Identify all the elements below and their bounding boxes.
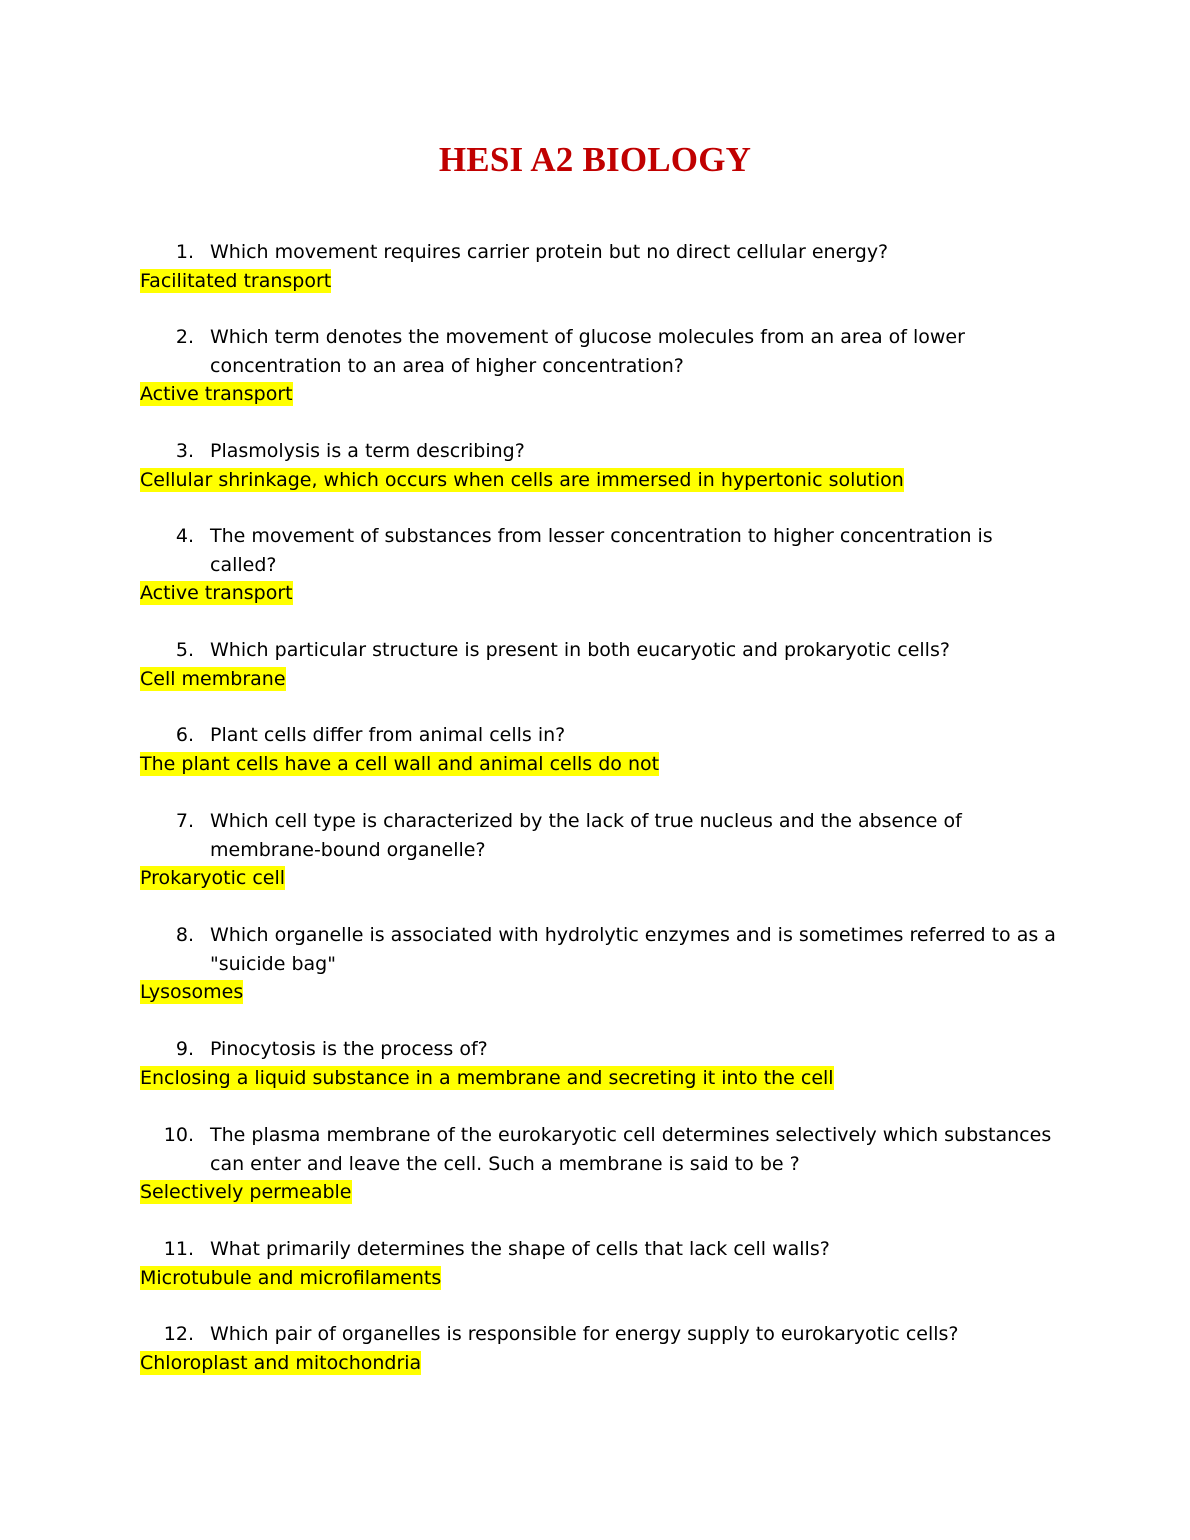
question-text: Which organelle is associated with hydrolytic enzymes and is sometimes referred to as a "suicide bag" <box>210 924 1056 975</box>
qa-item-12 <box>140 1320 1060 1377</box>
answer-highlight: The plant cells have a cell wall and animal cells do not <box>140 752 660 775</box>
qa-item-8 <box>140 921 1060 1007</box>
qa-item-3 <box>140 437 1060 494</box>
answer <box>140 579 1060 608</box>
question-text: Pinocytosis is the process of? <box>210 1038 488 1060</box>
answer <box>140 380 1060 409</box>
qa-item-11 <box>140 1235 1060 1292</box>
answer <box>140 1178 1060 1207</box>
answer-highlight: Selectively permeable <box>140 1181 352 1203</box>
answer <box>140 665 1060 694</box>
answer-highlight: Cell membrane <box>140 667 286 690</box>
question-number: 2. <box>175 326 194 348</box>
qa-item-4 <box>140 522 1060 608</box>
answer-highlight: Enclosing a liquid substance in a membrane and secreting it into the cell <box>140 1066 834 1089</box>
qa-item-9 <box>140 1035 1060 1092</box>
answer-highlight: Prokaryotic cell <box>140 867 286 889</box>
answer-highlight: Cellular shrinkage, which occurs when cells are immersed in hypertonic solution <box>140 468 904 491</box>
answer <box>140 1349 1060 1378</box>
answer <box>140 267 1060 296</box>
question-text: Which term denotes the movement of glucose molecules from an area of lower concentration to an area of higher concentration? <box>210 326 965 377</box>
question <box>140 522 1060 579</box>
qa-item-10 <box>140 1121 1060 1207</box>
question-number: 9. <box>175 1038 194 1060</box>
question-text: Plasmolysis is a term describing? <box>210 440 525 462</box>
qa-item-2 <box>140 323 1060 409</box>
question <box>140 1235 1060 1264</box>
question-number: 1. <box>175 241 194 263</box>
answer <box>140 1264 1060 1293</box>
question-number: 3. <box>175 440 194 462</box>
qa-item-7 <box>140 807 1060 893</box>
answer <box>140 1064 1060 1093</box>
answer <box>140 978 1060 1007</box>
answer-highlight: Facilitated transport <box>140 269 332 292</box>
qa-item-6 <box>140 721 1060 778</box>
question-number: 6. <box>175 724 194 746</box>
question-number: 10. <box>163 1124 194 1146</box>
question-number: 4. <box>175 525 194 547</box>
question-number: 7. <box>175 810 194 832</box>
answer <box>140 466 1060 495</box>
question <box>140 1035 1060 1064</box>
answer-highlight: Active transport <box>140 582 293 604</box>
qa-item-5 <box>140 636 1060 693</box>
question <box>140 238 1060 267</box>
question-text: Which cell type is characterized by the lack of true nucleus and the absence of membrane-bound organelle? <box>210 810 962 861</box>
question-text: Which movement requires carrier protein but no direct cellular energy? <box>210 241 889 263</box>
question <box>140 1121 1060 1178</box>
question-number: 12. <box>163 1323 194 1345</box>
question <box>140 1320 1060 1349</box>
question <box>140 323 1060 380</box>
question-text: What primarily determines the shape of cells that lack cell walls? <box>210 1238 830 1260</box>
question-text: The movement of substances from lesser concentration to higher concentration is called? <box>210 525 993 576</box>
question-text: Plant cells differ from animal cells in? <box>210 724 566 746</box>
question-text: Which pair of organelles is responsible for energy supply to eurokaryotic cells? <box>210 1323 959 1345</box>
answer <box>140 864 1060 893</box>
answer-highlight: Chloroplast and mitochondria <box>140 1351 422 1374</box>
answer <box>140 750 1060 779</box>
answer-highlight: Lysosomes <box>140 981 244 1003</box>
question <box>140 636 1060 665</box>
question <box>140 437 1060 466</box>
question-text: The plasma membrane of the eurokaryotic cell determines selectively which substances can enter and leave the cell. Such a membrane is said to be ? <box>210 1124 1052 1175</box>
question-number: 8. <box>175 924 194 946</box>
answer-highlight: Active transport <box>140 383 293 405</box>
question-number: 11. <box>163 1238 194 1260</box>
question <box>140 807 1060 864</box>
question-text: Which particular structure is present in both eucaryotic and prokaryotic cells? <box>210 639 950 661</box>
page-title: HESI A2 BIOLOGY <box>438 140 752 179</box>
question <box>140 921 1060 978</box>
question-number: 5. <box>175 639 194 661</box>
question <box>140 721 1060 750</box>
answer-highlight: Microtubule and microfilaments <box>140 1266 442 1289</box>
qa-item-1 <box>140 238 1060 295</box>
